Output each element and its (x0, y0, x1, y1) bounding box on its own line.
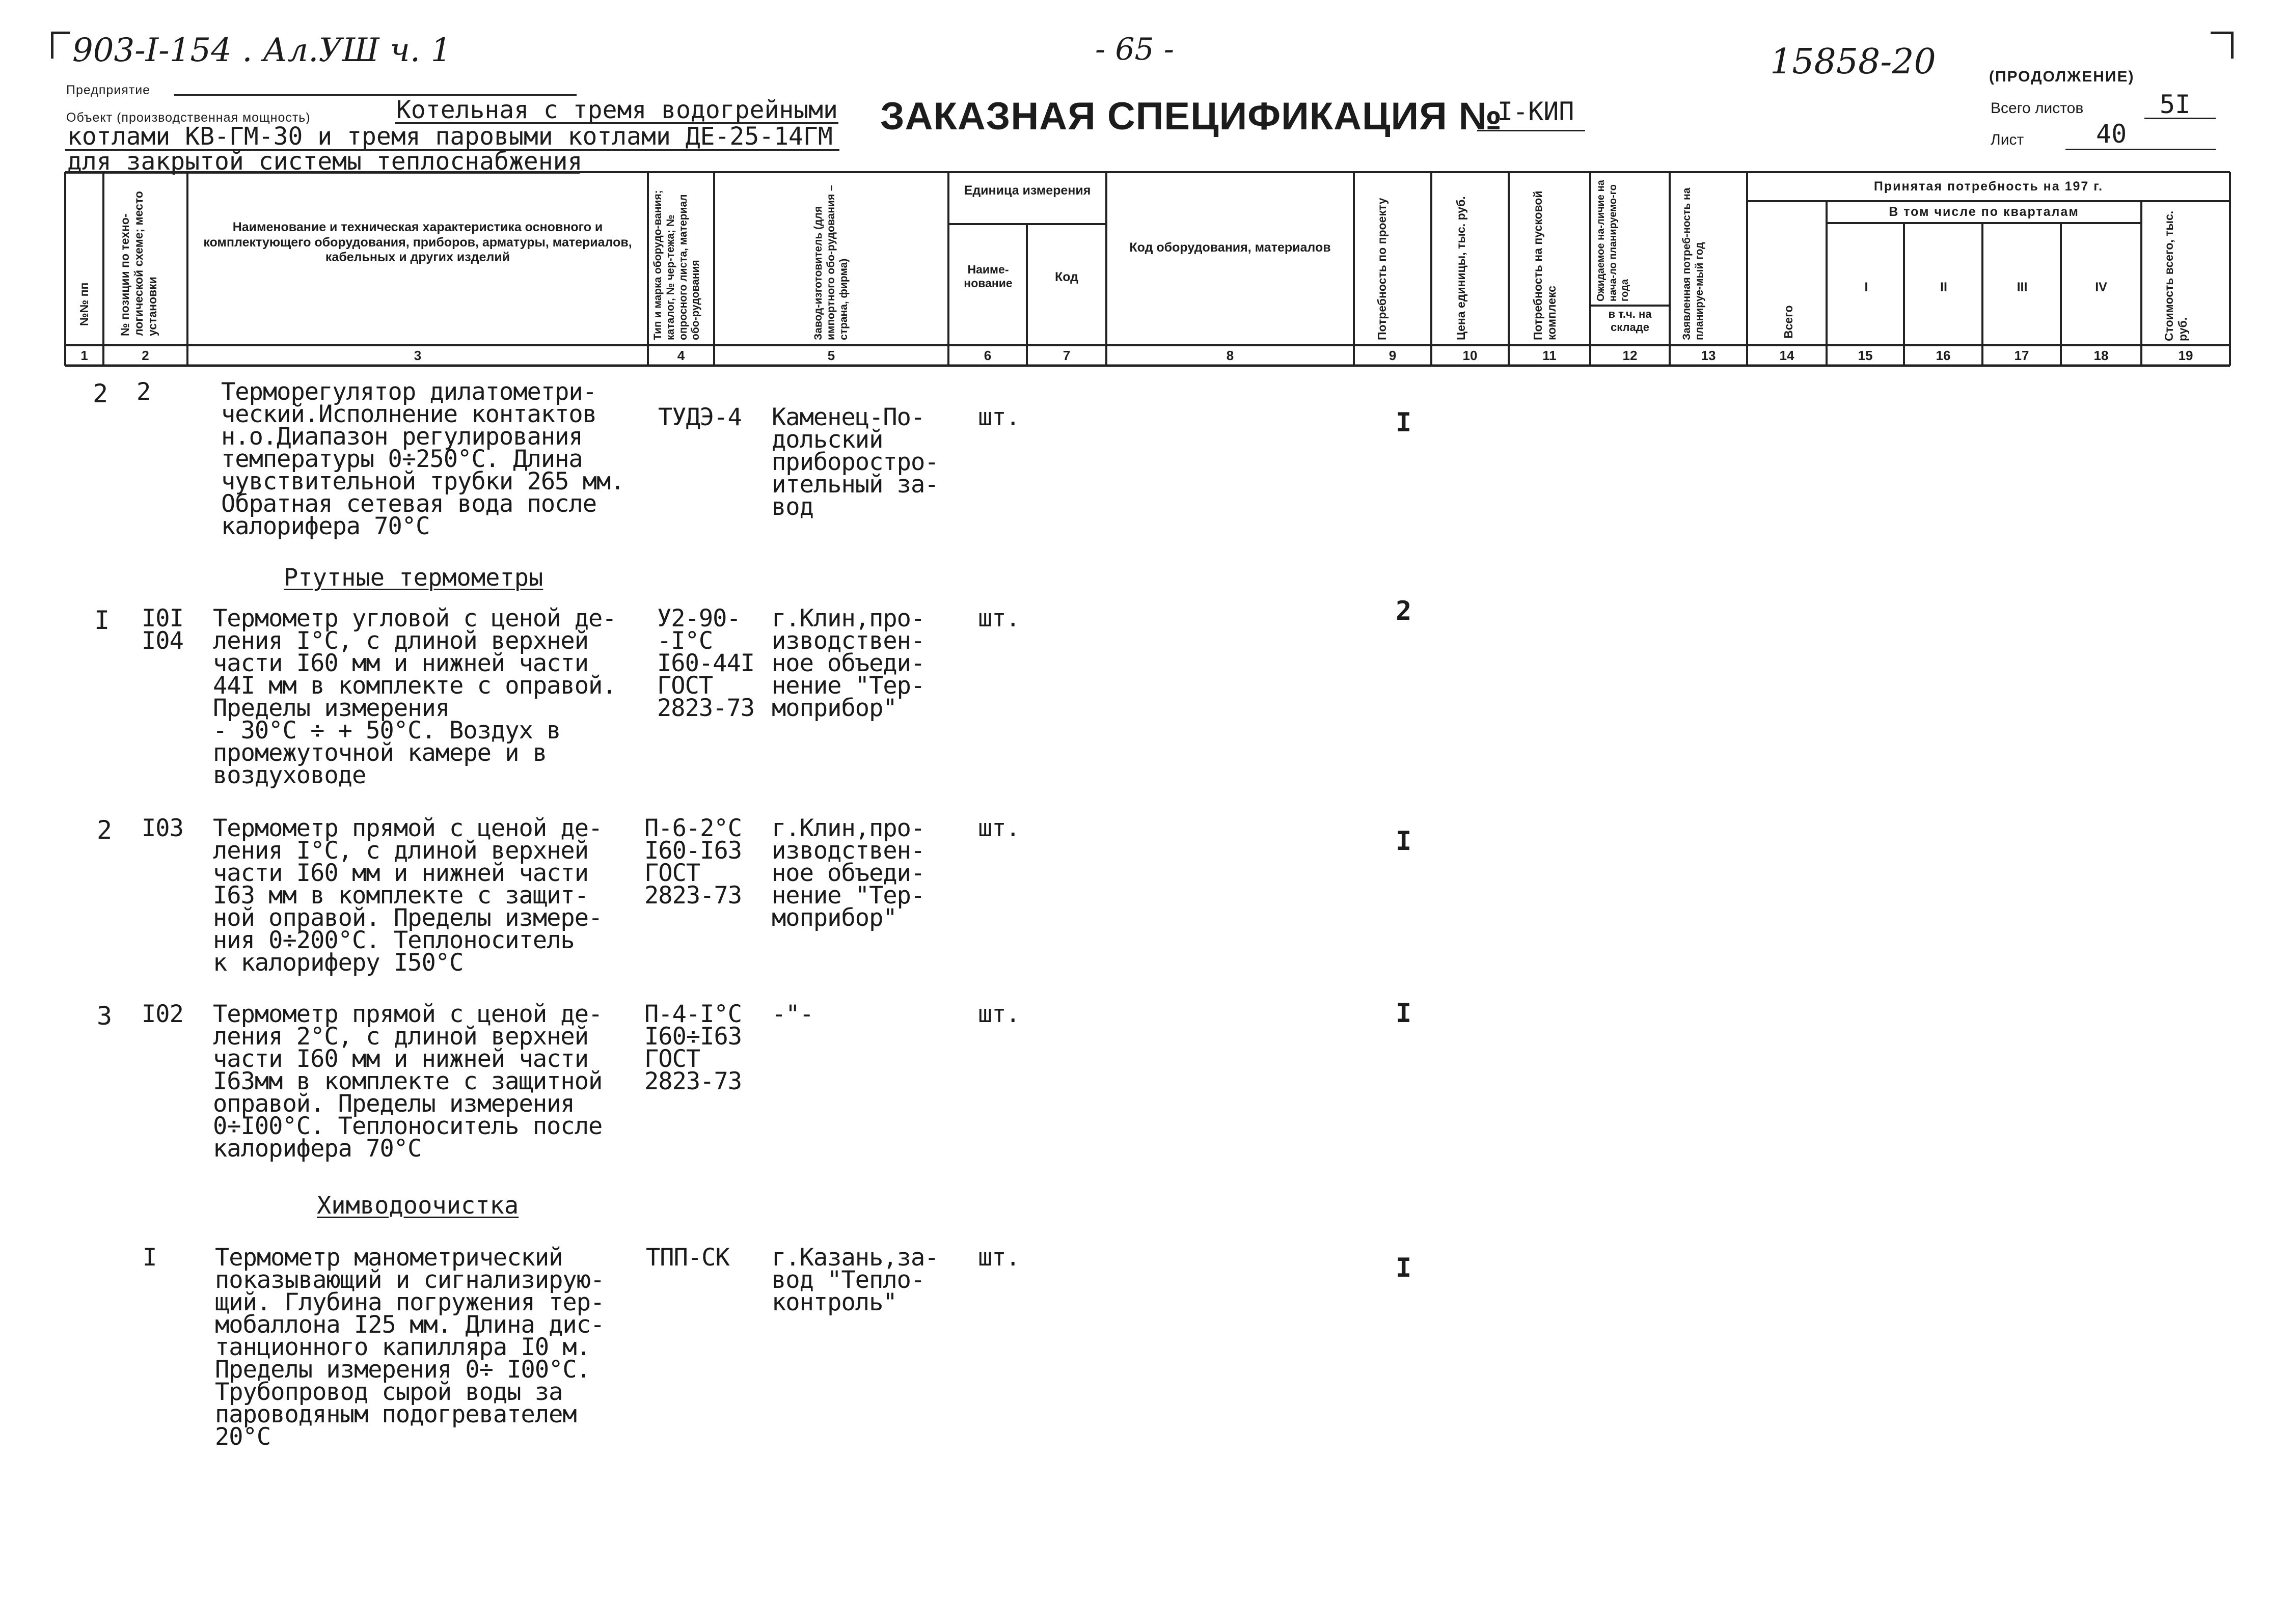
row-name-line: части I60 мм и нижней части (213, 859, 589, 887)
row-type-line: 2823-73 (644, 882, 742, 910)
row-type-line: ГОСТ (644, 859, 700, 887)
col-number: 8 (1226, 348, 1234, 363)
row-maker-line: приборостро- (772, 448, 939, 476)
row-name-line: Термометр прямой с ценой де- (213, 814, 603, 842)
col-number: 7 (1063, 348, 1071, 363)
row-name-line: Термометр угловой с ценой де- (213, 604, 616, 632)
row-maker (772, 604, 925, 722)
row-maker-line: вод "Тепло- (772, 1266, 925, 1294)
row-position-line: I03 (142, 814, 183, 842)
row-type-line: I60-I63 (644, 837, 742, 865)
row-name-line: температуры 0÷250°С. Длина (221, 445, 583, 473)
quarter-group-header: В том числе по кварталам (1889, 205, 2079, 219)
row-name (221, 378, 624, 540)
col-header-13: Заявленная потреб-ность на планируе-мый год (1681, 187, 1705, 340)
sheet-value: 40 (2096, 119, 2127, 149)
row-type-line: 2823-73 (657, 694, 755, 722)
col-number: 6 (984, 348, 992, 363)
row-maker-line: нение "Тер- (772, 882, 925, 910)
spec-number: I-КИП (1498, 97, 1574, 126)
row-maker-line: Каменец-По- (772, 403, 925, 431)
row-name-line: - 30°С ÷ + 50°С. Воздух в (213, 717, 561, 745)
row-name-line: ния 0÷200°С. Теплоноситель (213, 926, 575, 954)
row-name-line: Термометр прямой с ценой де- (213, 1000, 603, 1028)
spec-table-header (0, 0, 2286, 387)
row-name-line: чувствительной трубки 265 мм. (221, 467, 624, 496)
row-position-line: I0I (142, 604, 183, 632)
row-position (137, 378, 151, 406)
col-number: 5 (827, 348, 835, 363)
row-maker (772, 403, 939, 521)
enterprise-label: Предприятие (66, 83, 151, 97)
row-number: 2 (97, 815, 113, 845)
row-name-line: к калориферу I50°С (213, 949, 464, 977)
col-number: 2 (142, 348, 149, 363)
col-header-1: №№ пп (77, 282, 91, 326)
object-label: Объект (производственная мощность) (66, 111, 311, 125)
row-name-line: I63мм в комплекте с защитной (213, 1067, 603, 1095)
row-name-line: Пределы измерения (213, 694, 450, 722)
row-position-line: I02 (142, 1000, 183, 1028)
col-number: 18 (2093, 348, 2109, 363)
object-line-2: котлами КВ-ГМ-30 и тремя паровыми котлами ДЕ-25-14ГМ (67, 122, 833, 151)
row-maker-line: г.Клин,про- (772, 604, 925, 632)
col-header-6: Наиме-нование (964, 263, 1013, 290)
object-line-1: Котельная с тремя водогрейными (396, 96, 838, 124)
row-type-line: -I°С (657, 627, 713, 655)
row-number: I (94, 605, 110, 635)
row-maker-line: ное объеди- (772, 649, 925, 677)
row-number: 3 (97, 1001, 113, 1031)
row-type-line: I60-44I (657, 649, 755, 677)
col-number: 9 (1389, 348, 1397, 363)
row-name-line: ной оправой. Пределы измере- (213, 904, 603, 932)
row-type-line: ТПП-СК (646, 1244, 729, 1272)
row-name-line: части I60 мм и нижней части (213, 1045, 589, 1073)
row-quantity: I (1396, 826, 1412, 857)
row-type (646, 1244, 729, 1272)
col-number: 19 (2178, 348, 2193, 363)
quarter-1-header: I (1864, 280, 1868, 294)
row-quantity: I (1396, 998, 1412, 1029)
row-name (213, 604, 616, 789)
row-name (213, 814, 603, 977)
row-name-line: танционного капилляра I0 м. (215, 1333, 591, 1361)
col-number: 17 (2014, 348, 2029, 363)
row-maker-line: изводствен- (772, 837, 925, 865)
row-unit: шт. (978, 1000, 1020, 1028)
col-header-3: Наименование и техническая характеристика основного и комплектующего оборудования, приборов, арматуры, материалов, кабельных и других изделий (203, 220, 632, 264)
row-position-line: I04 (142, 627, 183, 655)
row-position (142, 1000, 183, 1028)
row-position-line: I (143, 1244, 157, 1272)
row-type-line: ГОСТ (644, 1045, 700, 1073)
row-name-line: ления 2°С, с длиной верхней (213, 1023, 589, 1051)
col-header-12b: в т.ч. на складе (1608, 308, 1652, 334)
row-name-line: промежуточной камере и в (213, 739, 547, 767)
row-unit: шт. (978, 403, 1020, 431)
row-quantity: 2 (1396, 596, 1412, 626)
quarter-4-header: IV (2095, 280, 2107, 294)
row-type-line: ТУДЭ-4 (658, 403, 742, 431)
document-number: 903-I-154 . Ал.УШ ч. 1 (72, 32, 452, 69)
row-name-line: Пределы измерения 0÷ I00°С. (215, 1356, 591, 1384)
col-number: 4 (677, 348, 685, 363)
row-name-line: щий. Глубина погружения тер- (215, 1288, 605, 1316)
row-number: 2 (93, 379, 108, 408)
col-number: 13 (1701, 348, 1716, 363)
row-maker-line: моприбор" (772, 904, 897, 932)
row-maker-line: ительный за- (772, 471, 939, 499)
row-unit: шт. (978, 604, 1020, 632)
row-name-line: Трубопровод сырой воды за (215, 1378, 563, 1406)
row-maker-line: нение "Тер- (772, 672, 925, 700)
col-number: 11 (1542, 348, 1557, 363)
total-sheets-value: 5I (2160, 90, 2191, 119)
row-name (213, 1000, 603, 1163)
col-header-8: Код оборудования, материалов (1129, 240, 1331, 255)
accepted-group-header: Принятая потребность на 197 г. (1873, 179, 2104, 194)
row-name-line: I63 мм в комплекте с защит- (213, 882, 589, 910)
row-name-line: части I60 мм и нижней части (213, 649, 589, 677)
row-type (644, 814, 742, 910)
row-maker (772, 1000, 813, 1028)
row-type-line: I60÷I63 (644, 1023, 742, 1051)
row-name-line: Обратная сетевая вода после (221, 490, 597, 518)
row-maker-line: моприбор" (772, 694, 897, 722)
col-number: 10 (1462, 348, 1478, 363)
section-heading-mercury: Ртутные термометры (284, 564, 543, 592)
row-maker (772, 814, 925, 932)
section-heading-water: Химводоочистка (317, 1192, 519, 1220)
sheet-label: Лист (1991, 131, 2024, 148)
col-header-9: Потребность по проекту (1375, 198, 1389, 340)
col-number: 15 (1858, 348, 1873, 363)
row-name-line: ления I°С, с длиной верхней (213, 837, 589, 865)
quarter-2-header: II (1940, 280, 1947, 294)
row-type-line: П-4-I°С (644, 1000, 742, 1028)
row-name-line: 20°С (215, 1423, 271, 1451)
archive-number: 15858-20 (1770, 42, 1936, 82)
row-name-line: оправой. Пределы измерения (213, 1090, 575, 1118)
row-name-line: мобаллона I25 мм. Длина дис- (215, 1311, 605, 1339)
row-type-line: У2-90- (657, 604, 741, 632)
col-header-4: Тип и марка оборудо-вания; каталог, № чер-тежа; № опросного листа, материал обо-рудования (652, 190, 702, 340)
row-position (142, 604, 183, 655)
row-maker-line: дольский (772, 426, 883, 454)
row-unit: шт. (978, 1244, 1020, 1272)
col-header-11: Потребность на пусковой комплекс (1531, 190, 1559, 340)
row-quantity: I (1396, 1253, 1412, 1283)
row-maker-line: изводствен- (772, 627, 925, 655)
col-header-19: Стоимость всего, тыс. руб. (2162, 210, 2190, 341)
row-position (142, 814, 183, 842)
row-name-line: Термометр манометрический (215, 1244, 563, 1272)
row-name (215, 1244, 605, 1451)
row-name-line: 0÷I00°С. Теплоноситель после (213, 1112, 603, 1140)
row-type (644, 1000, 742, 1095)
row-type-line: 2823-73 (644, 1067, 742, 1095)
col-header-2: № позиции по техно-логической схеме; место установки (118, 191, 159, 336)
col-header-14: Всего (1782, 305, 1795, 339)
row-maker-line: -"- (772, 1000, 813, 1028)
col-number: 1 (80, 348, 88, 363)
col-number: 12 (1622, 348, 1638, 363)
row-maker-line: вод (772, 493, 813, 521)
unit-group-header: Единица измерения (964, 183, 1091, 198)
col-number: 16 (1936, 348, 1951, 363)
row-type (657, 604, 755, 722)
row-name-line: калорифера 70°С (213, 1135, 422, 1163)
object-line-3: для закрытой системы теплоснабжения (67, 147, 583, 176)
quarter-3-header: III (2017, 280, 2028, 294)
col-header-12a: Ожидаемое на-личие на нача-ло планируемо-го года (1595, 180, 1631, 301)
col-header-5: Завод-изготовитель (для импортного обо-рудования – страна, фирма) (812, 185, 850, 340)
row-maker-line: г.Клин,про- (772, 814, 925, 842)
row-name-line: калорифера 70°С (221, 512, 430, 540)
page-number: - 65 - (1095, 32, 1175, 67)
row-name-line: Терморегулятор дилатометри- (221, 378, 597, 406)
continuation-label: (ПРОДОЛЖЕНИЕ) (1989, 68, 2135, 85)
row-maker-line: ное объеди- (772, 859, 925, 887)
total-sheets-label: Всего листов (1991, 100, 2084, 117)
row-name-line: н.о.Диапазон регулирования (221, 423, 583, 451)
row-name-line: воздуховоде (213, 761, 366, 789)
col-number: 3 (414, 348, 422, 363)
row-maker-line: контроль" (772, 1288, 897, 1316)
row-name-line: пароводяным подогревателем (215, 1400, 577, 1428)
row-position (143, 1244, 157, 1272)
row-maker (772, 1244, 939, 1316)
spec-title: ЗАКАЗНАЯ СПЕЦИФИКАЦИЯ № (880, 95, 1503, 138)
row-type-line: ГОСТ (657, 672, 713, 700)
row-name-line: показывающий и сигнализирую- (215, 1266, 605, 1294)
row-name-line: 44I мм в комплекте с оправой. (213, 672, 616, 700)
row-position-line: 2 (137, 378, 151, 406)
row-maker-line: г.Казань,за- (772, 1244, 939, 1272)
row-quantity: I (1396, 407, 1412, 438)
col-header-7: Код (1054, 270, 1079, 284)
row-unit: шт. (978, 814, 1020, 842)
col-number: 14 (1779, 348, 1794, 363)
row-name-line: ления I°С, с длиной верхней (213, 627, 589, 655)
row-type (658, 403, 742, 431)
row-type-line: П-6-2°С (644, 814, 742, 842)
col-header-10: Цена единицы, тыс. руб. (1454, 196, 1467, 340)
row-name-line: ческий.Исполнение контактов (221, 400, 597, 428)
